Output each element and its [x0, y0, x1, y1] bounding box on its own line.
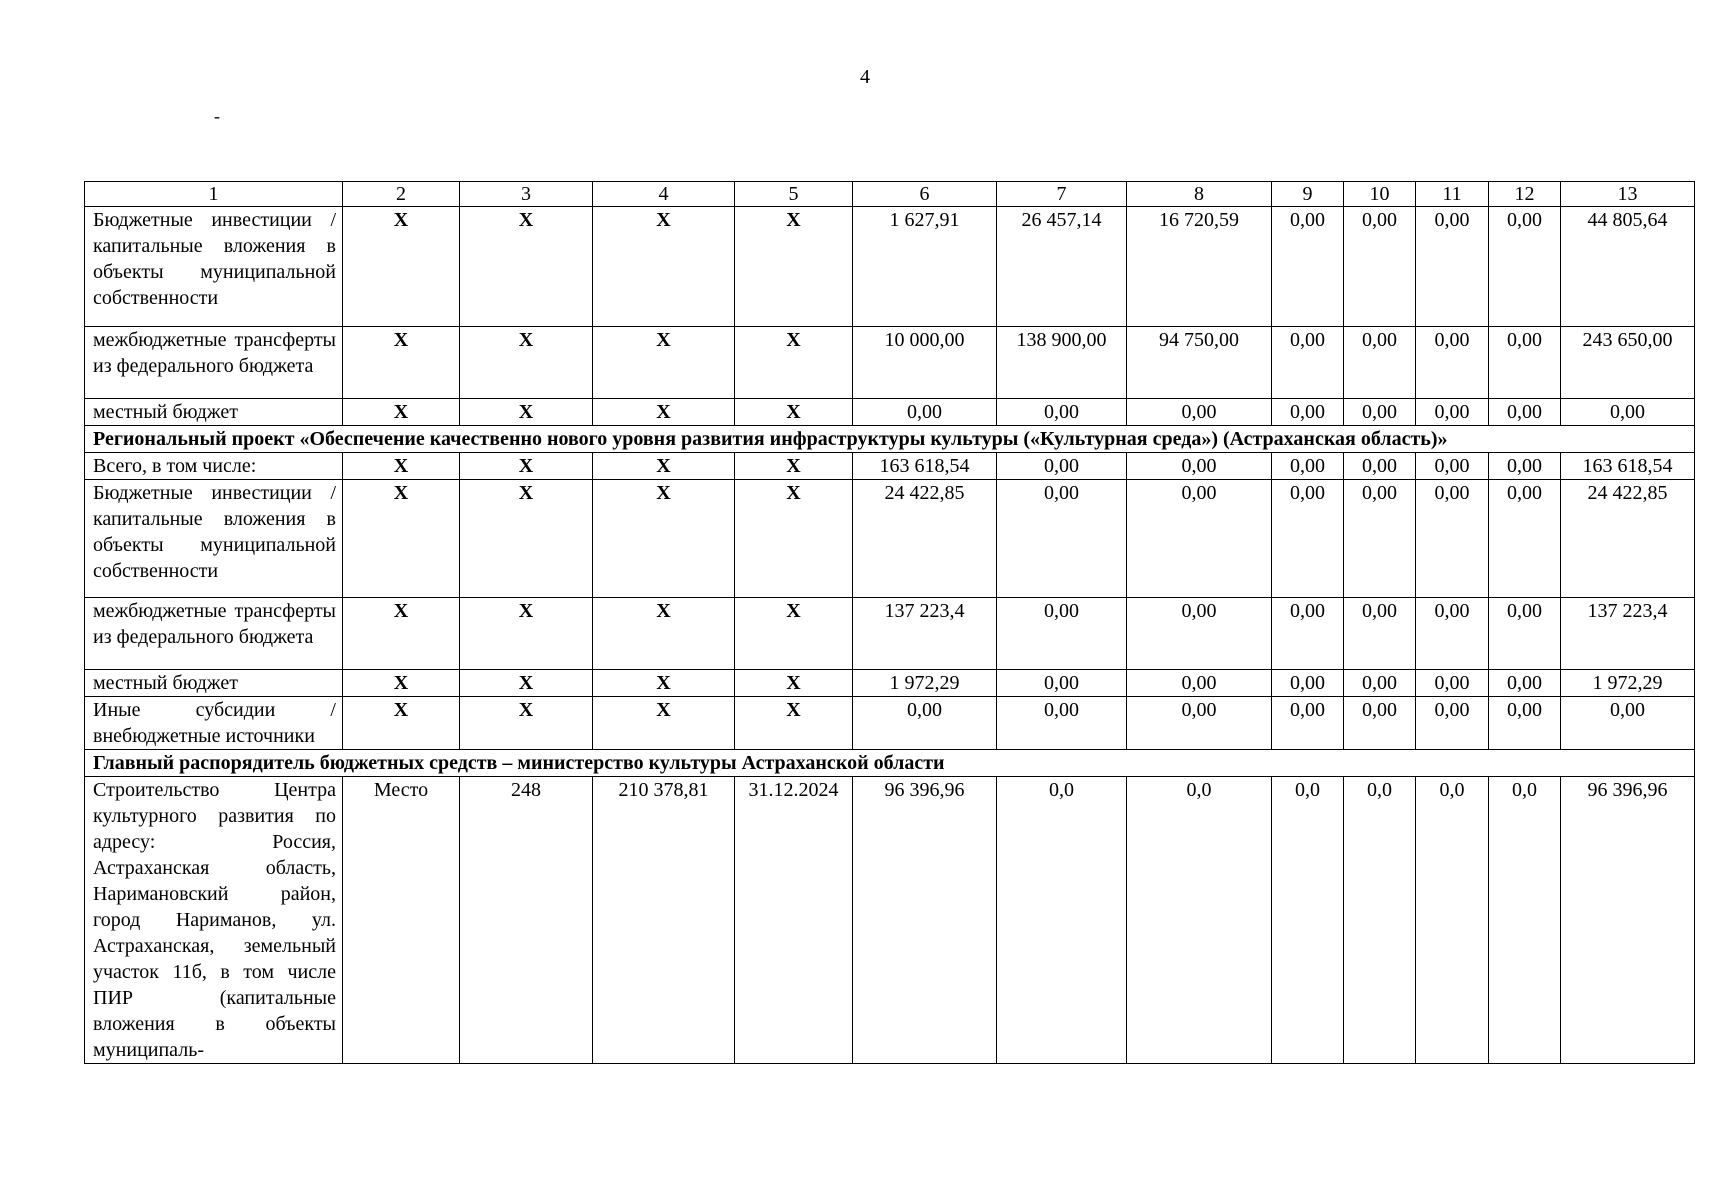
cell-col-8: 0,00: [1127, 598, 1272, 670]
cell-col-3: X: [460, 453, 593, 480]
cell-col-9: 0,00: [1272, 670, 1344, 697]
cell-col-5: X: [735, 399, 853, 426]
cell-col-4: X: [593, 453, 735, 480]
cell-col-12: 0,0: [1489, 777, 1561, 1064]
row-label: Иные субсидии / внебюджетные источники: [85, 697, 343, 750]
cell-col-8: 0,0: [1127, 777, 1272, 1064]
cell-col-13: 0,00: [1561, 399, 1695, 426]
cell-col-2: X: [343, 453, 460, 480]
cell-col-13: 1 972,29: [1561, 670, 1695, 697]
cell-col-13: 0,00: [1561, 697, 1695, 750]
cell-col-6: 1 972,29: [853, 670, 997, 697]
column-number-7: 7: [997, 182, 1127, 207]
cell-col-5: X: [735, 480, 853, 598]
cell-col-8: 0,00: [1127, 697, 1272, 750]
cell-col-8: 0,00: [1127, 670, 1272, 697]
cell-col-2: X: [343, 480, 460, 598]
cell-col-2: X: [343, 598, 460, 670]
cell-col-6: 137 223,4: [853, 598, 997, 670]
table-row: [85, 453, 1695, 480]
cell-col-7: 0,0: [997, 777, 1127, 1064]
cell-col-13: 44 805,64: [1561, 207, 1695, 327]
cell-col-6: 10 000,00: [853, 327, 997, 399]
cell-col-3: X: [460, 480, 593, 598]
cell-col-7: 0,00: [997, 453, 1127, 480]
cell-col-3: X: [460, 399, 593, 426]
table-row: [85, 670, 1695, 697]
section-header-row: [85, 426, 1695, 453]
column-number-1: 1: [85, 182, 343, 207]
cell-col-9: 0,00: [1272, 453, 1344, 480]
column-number-11: 11: [1416, 182, 1489, 207]
cell-col-6: 24 422,85: [853, 480, 997, 598]
cell-col-7: 0,00: [997, 670, 1127, 697]
cell-col-11: 0,00: [1416, 598, 1489, 670]
cell-col-10: 0,00: [1344, 480, 1416, 598]
cell-col-6: 0,00: [853, 697, 997, 750]
row-label: местный бюджет: [85, 670, 343, 697]
cell-col-8: 94 750,00: [1127, 327, 1272, 399]
cell-col-11: 0,00: [1416, 399, 1489, 426]
cell-col-6: 163 618,54: [853, 453, 997, 480]
column-number-4: 4: [593, 182, 735, 207]
section-title: Региональный проект «Обеспечение качественно нового уровня развития инфраструктуры культуры («Культурная среда») (Астраханская область)»: [85, 426, 1695, 453]
cell-col-4: X: [593, 207, 735, 327]
cell-col-4: X: [593, 327, 735, 399]
column-number-row: [85, 182, 1695, 207]
cell-col-6: 1 627,91: [853, 207, 997, 327]
table-row: [85, 697, 1695, 750]
table-body: [85, 182, 1695, 1064]
cell-col-2: X: [343, 327, 460, 399]
cell-col-9: 0,00: [1272, 207, 1344, 327]
cell-col-12: 0,00: [1489, 598, 1561, 670]
cell-col-4: 210 378,81: [593, 777, 735, 1064]
cell-col-13: 24 422,85: [1561, 480, 1695, 598]
cell-col-9: 0,00: [1272, 697, 1344, 750]
cell-col-13: 96 396,96: [1561, 777, 1695, 1064]
cell-col-10: 0,00: [1344, 670, 1416, 697]
cell-col-12: 0,00: [1489, 453, 1561, 480]
table-row: [85, 598, 1695, 670]
cell-col-4: X: [593, 697, 735, 750]
cell-col-4: X: [593, 399, 735, 426]
cell-col-9: 0,00: [1272, 327, 1344, 399]
cell-col-5: X: [735, 697, 853, 750]
cell-col-10: 0,0: [1344, 777, 1416, 1064]
column-number-12: 12: [1489, 182, 1561, 207]
column-number-6: 6: [853, 182, 997, 207]
cell-col-4: X: [593, 670, 735, 697]
column-number-3: 3: [460, 182, 593, 207]
column-number-5: 5: [735, 182, 853, 207]
column-number-2: 2: [343, 182, 460, 207]
cell-col-7: 0,00: [997, 697, 1127, 750]
cell-col-8: 0,00: [1127, 453, 1272, 480]
cell-col-7: 26 457,14: [997, 207, 1127, 327]
cell-col-7: 0,00: [997, 480, 1127, 598]
cell-col-2: Место: [343, 777, 460, 1064]
column-number-8: 8: [1127, 182, 1272, 207]
cell-col-5: 31.12.2024: [735, 777, 853, 1064]
table-row: [85, 480, 1695, 598]
cell-col-9: 0,00: [1272, 598, 1344, 670]
cell-col-11: 0,0: [1416, 777, 1489, 1064]
budget-table: [84, 181, 1695, 1064]
cell-col-10: 0,00: [1344, 399, 1416, 426]
cell-col-9: 0,00: [1272, 399, 1344, 426]
table-row: [85, 777, 1695, 1064]
cell-col-8: 16 720,59: [1127, 207, 1272, 327]
section-title: Главный распорядитель бюджетных средств – министерство культуры Астраханской области: [85, 750, 1695, 777]
cell-col-10: 0,00: [1344, 697, 1416, 750]
cell-col-3: X: [460, 697, 593, 750]
cell-col-11: 0,00: [1416, 697, 1489, 750]
cell-col-6: 96 396,96: [853, 777, 997, 1064]
cell-col-11: 0,00: [1416, 453, 1489, 480]
cell-col-3: 248: [460, 777, 593, 1064]
stray-dash-mark: -: [214, 106, 220, 126]
cell-col-4: X: [593, 480, 735, 598]
cell-col-12: 0,00: [1489, 399, 1561, 426]
cell-col-13: 163 618,54: [1561, 453, 1695, 480]
page-number: 4: [860, 66, 870, 88]
cell-col-10: 0,00: [1344, 453, 1416, 480]
cell-col-8: 0,00: [1127, 480, 1272, 598]
cell-col-2: X: [343, 399, 460, 426]
cell-col-12: 0,00: [1489, 327, 1561, 399]
table-row: [85, 207, 1695, 327]
cell-col-2: X: [343, 697, 460, 750]
cell-col-10: 0,00: [1344, 207, 1416, 327]
cell-col-10: 0,00: [1344, 327, 1416, 399]
column-number-9: 9: [1272, 182, 1344, 207]
cell-col-13: 137 223,4: [1561, 598, 1695, 670]
cell-col-7: 0,00: [997, 399, 1127, 426]
column-number-10: 10: [1344, 182, 1416, 207]
cell-col-2: X: [343, 207, 460, 327]
table-row: [85, 399, 1695, 426]
cell-col-6: 0,00: [853, 399, 997, 426]
row-label: межбюджетные трансферты из федерального бюджета: [85, 598, 343, 670]
cell-col-11: 0,00: [1416, 327, 1489, 399]
section-header-row: [85, 750, 1695, 777]
row-label: Бюджетные инвестиции / капитальные вложения в объекты муниципальной собственности: [85, 207, 343, 327]
cell-col-12: 0,00: [1489, 670, 1561, 697]
cell-col-11: 0,00: [1416, 207, 1489, 327]
cell-col-7: 138 900,00: [997, 327, 1127, 399]
row-label: местный бюджет: [85, 399, 343, 426]
row-label: Строительство Центра культурного развития по адресу: Россия, Астраханская область, Наримановский район, город Нариманов, ул. Астраханская, земельный участок 11б, в том числе ПИР (капитальные вложения в объекты муниципаль-: [85, 777, 343, 1064]
cell-col-5: X: [735, 598, 853, 670]
table-row: [85, 327, 1695, 399]
cell-col-5: X: [735, 207, 853, 327]
cell-col-5: X: [735, 670, 853, 697]
cell-col-2: X: [343, 670, 460, 697]
cell-col-5: X: [735, 453, 853, 480]
cell-col-5: X: [735, 327, 853, 399]
cell-col-9: 0,00: [1272, 480, 1344, 598]
cell-col-12: 0,00: [1489, 207, 1561, 327]
cell-col-12: 0,00: [1489, 480, 1561, 598]
cell-col-13: 243 650,00: [1561, 327, 1695, 399]
cell-col-3: X: [460, 670, 593, 697]
cell-col-10: 0,00: [1344, 598, 1416, 670]
cell-col-9: 0,0: [1272, 777, 1344, 1064]
row-label: межбюджетные трансферты из федерального бюджета: [85, 327, 343, 399]
cell-col-11: 0,00: [1416, 670, 1489, 697]
row-label: Всего, в том числе:: [85, 453, 343, 480]
column-number-13: 13: [1561, 182, 1695, 207]
cell-col-3: X: [460, 598, 593, 670]
row-label: Бюджетные инвестиции / капитальные вложения в объекты муниципальной собственности: [85, 480, 343, 598]
cell-col-12: 0,00: [1489, 697, 1561, 750]
cell-col-3: X: [460, 207, 593, 327]
cell-col-4: X: [593, 598, 735, 670]
cell-col-8: 0,00: [1127, 399, 1272, 426]
cell-col-7: 0,00: [997, 598, 1127, 670]
cell-col-11: 0,00: [1416, 480, 1489, 598]
cell-col-3: X: [460, 327, 593, 399]
